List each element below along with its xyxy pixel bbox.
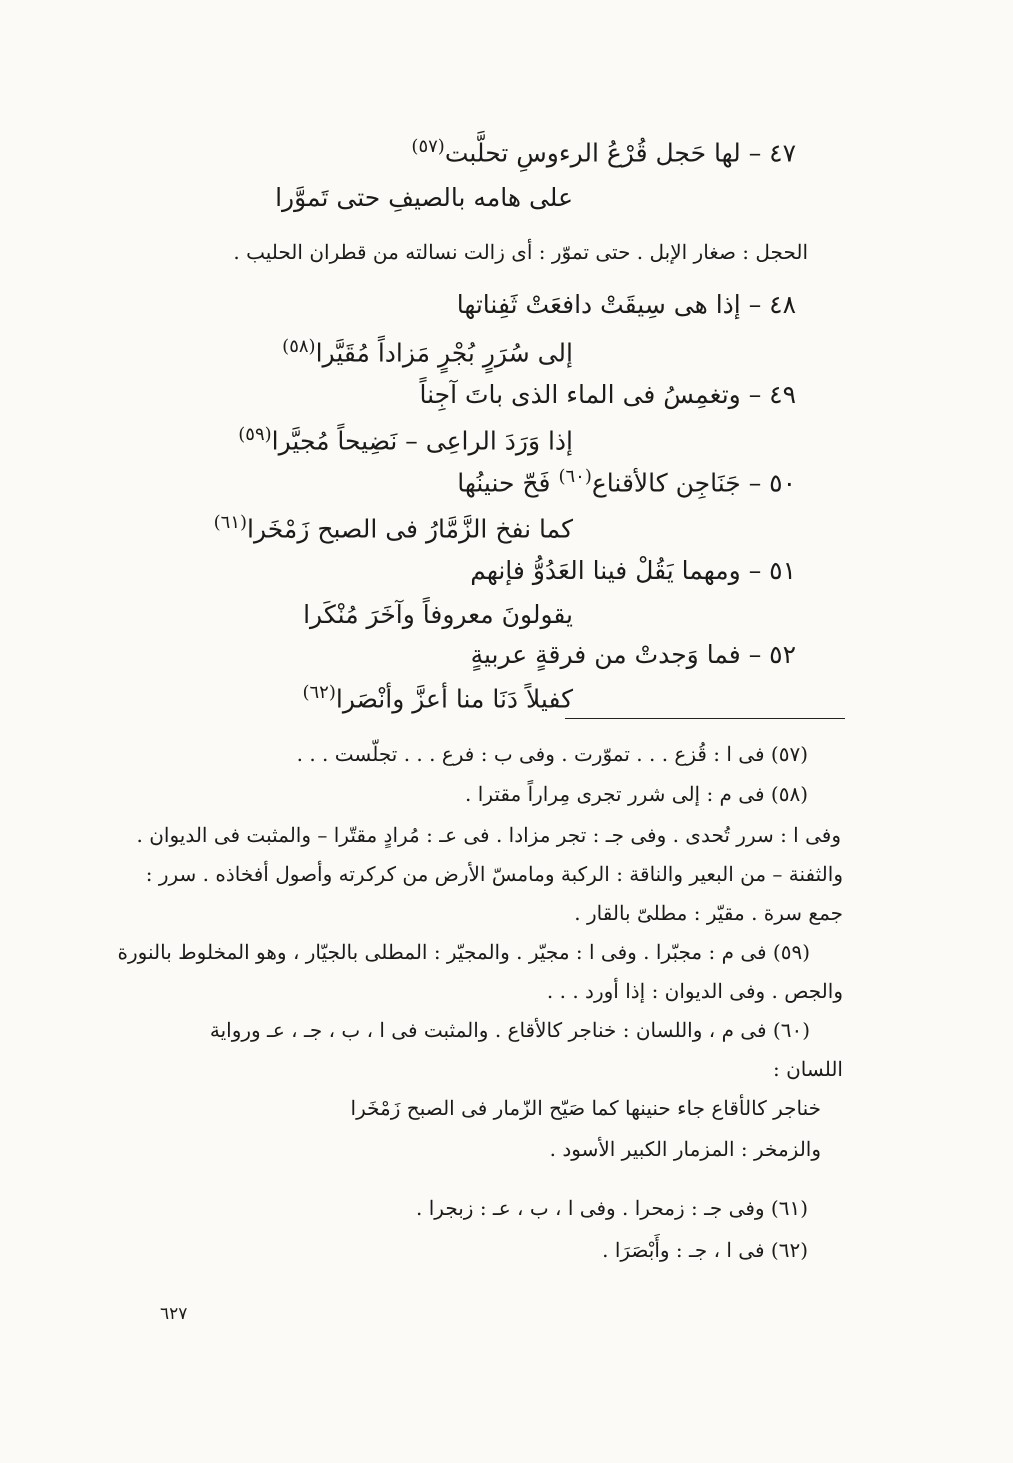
verse-50-second: [214, 512, 573, 544]
footnote-61: (٦١) وفى جـ : زمحرا . وفى ا ، ب ، عـ : زبجرا .: [416, 1196, 808, 1220]
verse-48-first: [457, 290, 796, 320]
hemistich-second: يقولونَ معروفاً وآخَرَ مُنْكَرا: [303, 600, 573, 629]
verse-number: ٤٧ –: [748, 138, 796, 168]
verse-49-first: [419, 380, 796, 410]
hemistich-second: على هامه بالصيفِ حتى تَموَّرا: [275, 183, 573, 212]
gloss-line: الحجل : صغار الإبل . حتى تموّر : أى زالت نسالته من قطران الحليب .: [233, 240, 808, 264]
hemistich-first: وتغمِسُ فى الماء الذى باتَ آجِناً: [419, 380, 741, 409]
footnote-58-cont: والثفنة – من البعير والناقة : الركبة ومامسّ الأرض من كركرته وأصول أفخاذه . سرر :: [145, 862, 843, 886]
verse-number: ٤٨ –: [748, 290, 796, 319]
page-number: ٦٢٧: [160, 1304, 188, 1324]
hemistich-first: جَنَاجِن كالأقناع: [591, 468, 741, 498]
footnote-60-cont: اللسان :: [773, 1057, 843, 1081]
verse-52-first: [471, 640, 796, 670]
footnote-60: (٦٠) فى م ، واللسان : خناجر كالأقاع . والمثبت فى ا ، ب ، جـ ، عـ ورواية: [209, 1018, 810, 1042]
hemistich-first: إذا هى سِيقَتْ دافعَتْ ثَفِناتها: [456, 290, 741, 319]
verse-51-second: [303, 600, 573, 630]
verse-47-second: [275, 183, 573, 213]
footnote-58-cont: جمع سرة . مقيّر : مطلىّ بالقار .: [574, 901, 843, 925]
footnote-60-quote: خناجر كالأقاع جاء حنينها كما صَيّح الزّمار فى الصبح زَمْخَرا: [350, 1096, 821, 1120]
footnote-ref: (٦٢): [302, 682, 336, 703]
hemistich-first: فما وَجدتْ من فرقةٍ عربيةٍ: [470, 640, 741, 669]
footnote-divider: [565, 718, 845, 719]
footnote-ref: (٥٧): [411, 136, 445, 157]
footnote-ref: (٥٨): [282, 336, 316, 357]
verse-49-second: [238, 424, 573, 456]
hemistich-first: ومهما يَقُلْ فينا العَدُوُّ فإنهم: [470, 556, 741, 585]
hemistich-second: إذا وَرَدَ الراعِى – نَضِيحاً مُجيَّرا: [271, 426, 573, 456]
hemistich-first: لها حَجل قُرْعُ الرءوسِ تحلَّبت: [444, 138, 741, 168]
hemistich-second: كفيلاً دَنَا منا أعزَّ وأنْصَرا: [335, 684, 573, 714]
verse-number: ٤٩ –: [748, 380, 796, 409]
footnote-57: (٥٧) فى ا : قُزع . . . تموّرت . وفى ب : فرع . . . تجلّست . . .: [296, 742, 808, 766]
verse-50-first: [457, 466, 796, 498]
footnote-58: (٥٨) فى م : إلى شرر تجرى مِراراً مقترا .: [465, 782, 808, 806]
hemistich-second: كما نفخ الزَّمَّارُ فى الصبح زَمْخَرا: [247, 514, 573, 544]
hemistich-second: إلى سُرَرٍ بُجْرٍ مَزاداً مُقَيَّرا: [315, 338, 573, 368]
hemistich-first-tail: فَحّ حنينُها: [457, 468, 551, 498]
footnote-ref: (٦٠): [558, 466, 592, 487]
verse-number: ٥١ –: [748, 556, 796, 585]
footnote-ref: (٥٩): [238, 424, 272, 445]
verse-48-second: [282, 336, 573, 368]
verse-51-first: [470, 556, 796, 586]
verse-number: ٥٢ –: [748, 640, 796, 669]
verse-47-first: [411, 136, 796, 168]
footnote-62: (٦٢) فى ا ، جـ : وأَبْصَرَا .: [602, 1238, 808, 1262]
verse-52-second: [302, 682, 573, 714]
footnote-58-cont: وفى ا : سرر تُحدى . وفى جـ : تجر مزادا . فى عـ : مُرادٍ مقتّرا – والمثبت فى الديوان .: [136, 823, 841, 847]
footnote-ref: (٦١): [213, 512, 248, 533]
verse-number: ٥٠ –: [748, 468, 796, 498]
footnote-60-cont: والزمخر : المزمار الكبير الأسود .: [549, 1137, 821, 1161]
footnote-59: (٥٩) فى م : مجبّرا . وفى ا : مجيّر . والمجيّر : المطلى بالجيّار ، وهو المخلوط بالنورة: [117, 940, 810, 964]
footnote-59-cont: والجص . وفى الديوان : إذا أورد . . .: [546, 979, 843, 1003]
